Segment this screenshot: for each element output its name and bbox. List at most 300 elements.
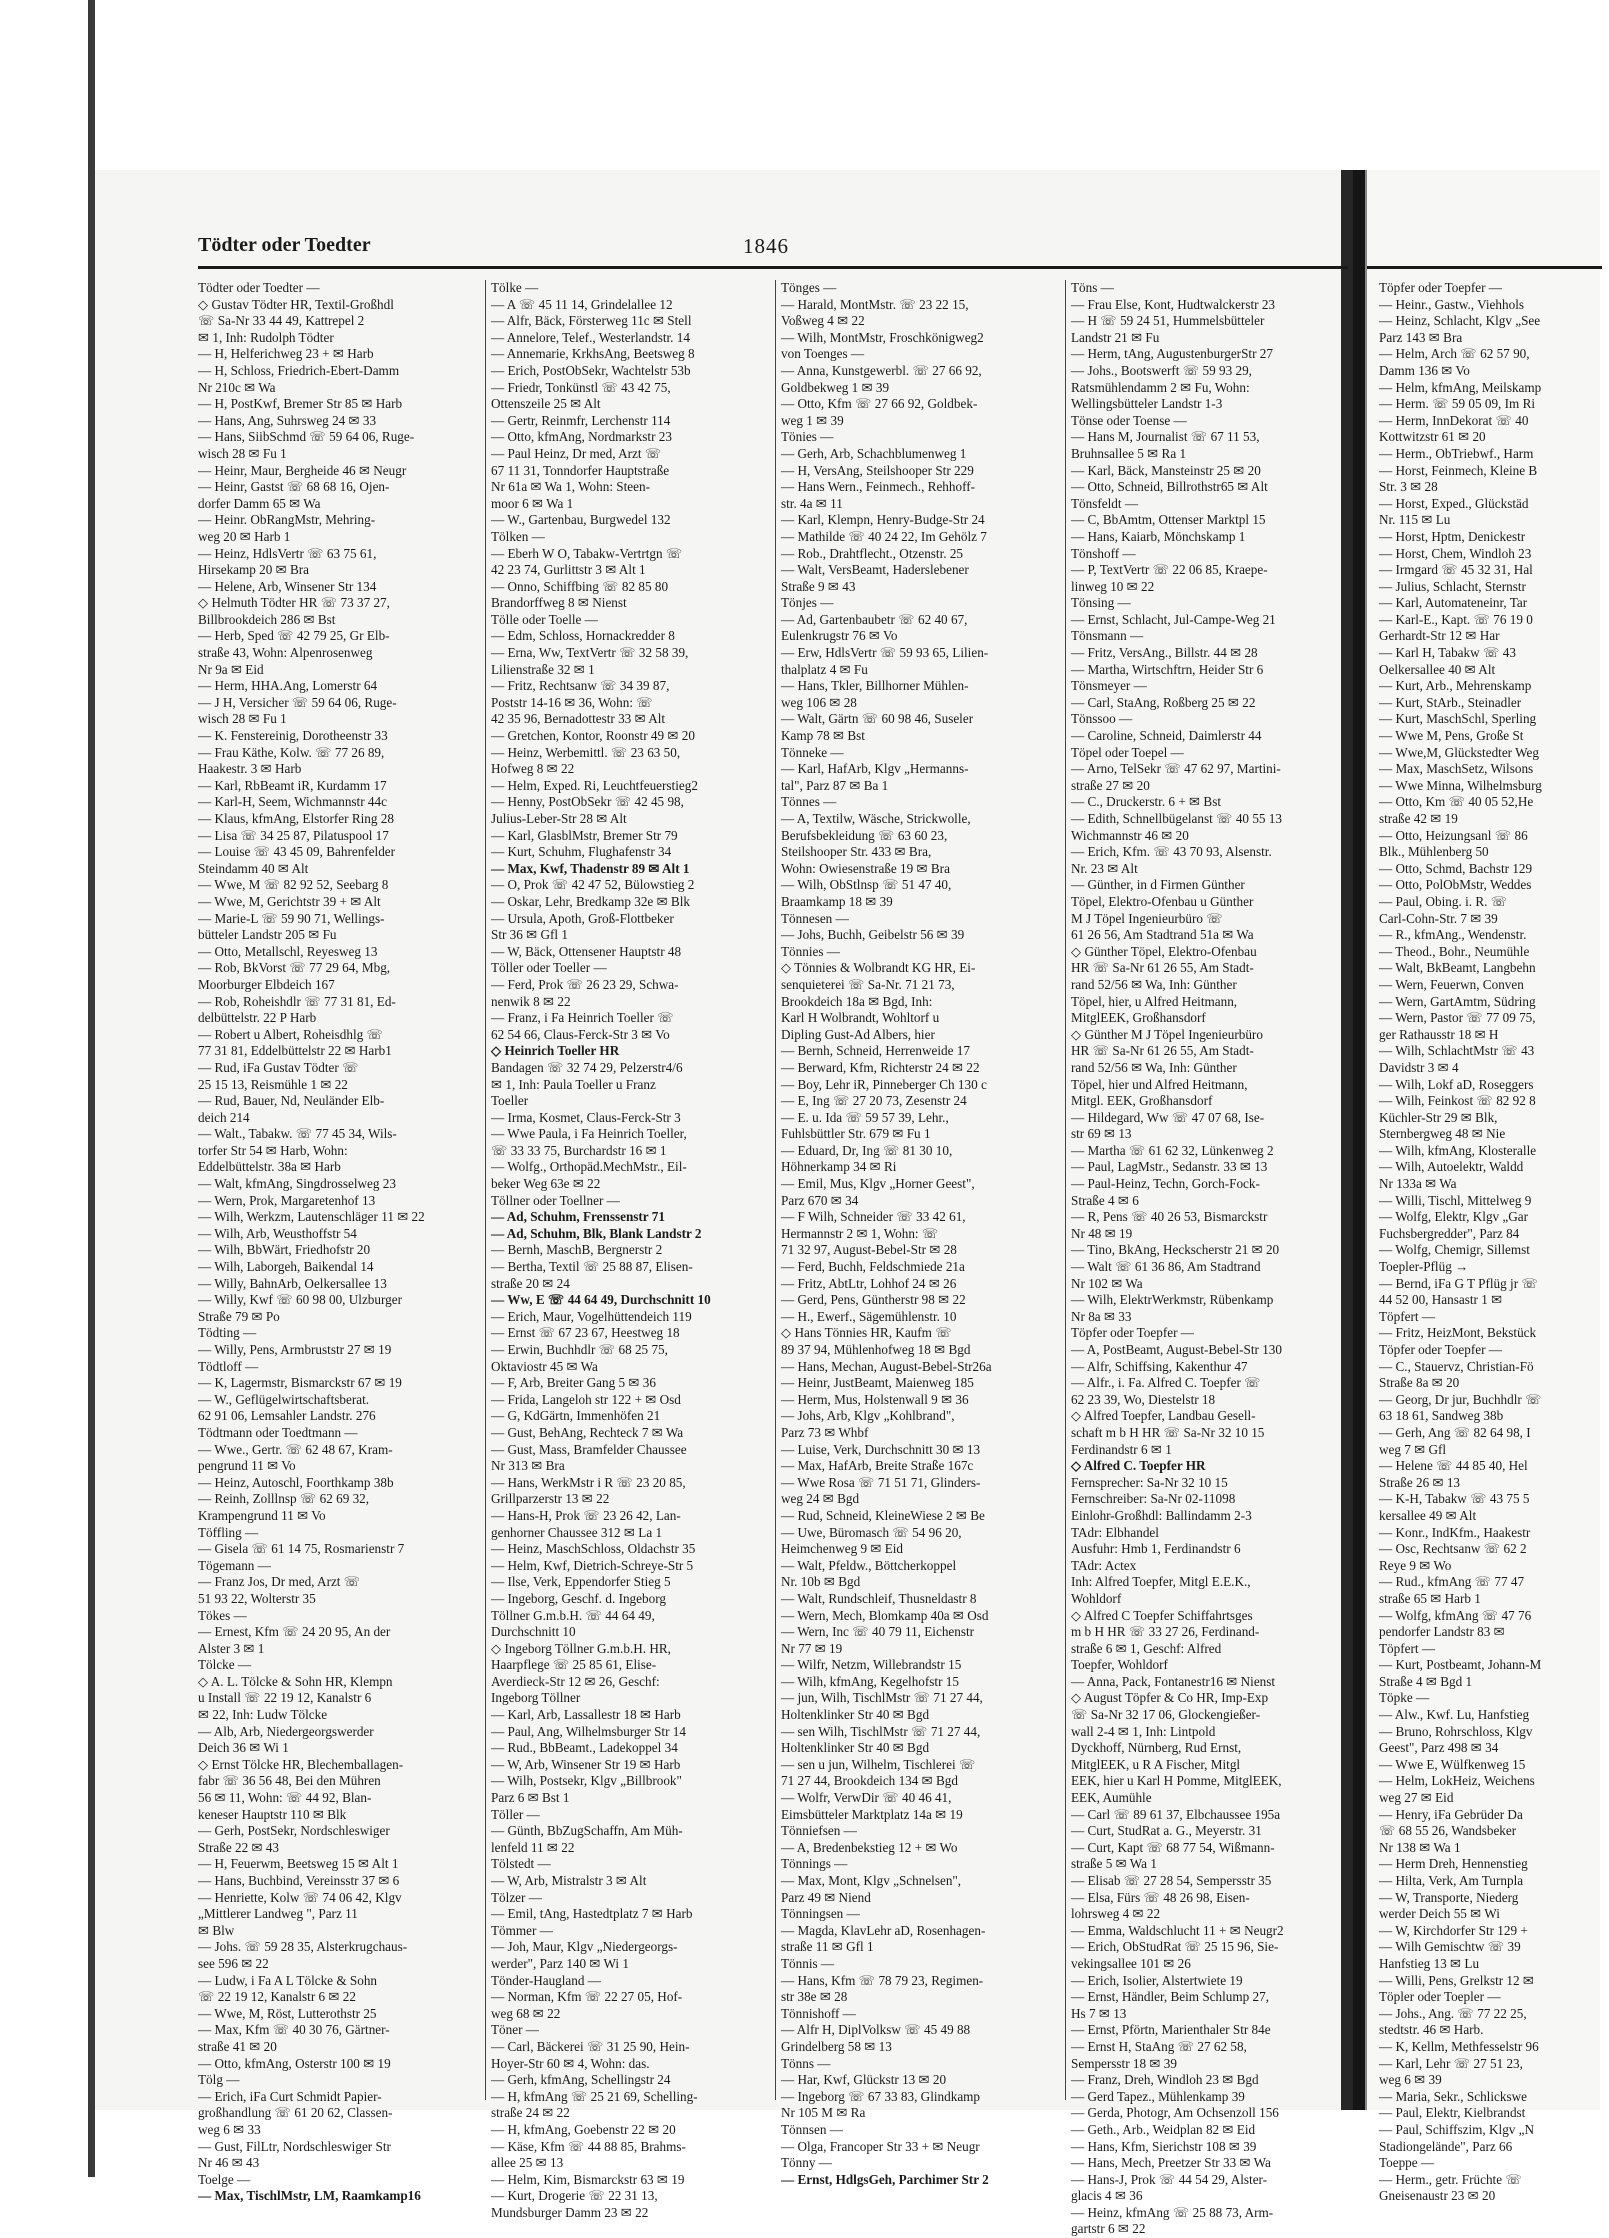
directory-entry-line: — Erwin, Buchhdlr ☏ 68 25 75,: [491, 1342, 668, 1357]
directory-entry-line: — Wilh, Werkzm, Lautenschläger 11 ✉ 22: [198, 1209, 425, 1225]
directory-entry-line: — Otto, kfmAng, Osterstr 100 ✉ 19: [198, 2055, 391, 2071]
directory-entry-line: — Walt, Gärtn ☏ 60 98 46, Suseler: [781, 711, 974, 727]
directory-entry-line: straße 6 ✉ 1, Geschf: Alfred: [1071, 1640, 1222, 1656]
directory-entry-line: Eddelbüttelstr. 38a ✉ Harb: [198, 1159, 341, 1175]
directory-entry-line: — Rud, Schneid, KleineWiese 2 ✉ Be: [781, 1507, 985, 1523]
adjacent-entry-line: — Wolfg, Elektr, Klgv „Gar: [1379, 1209, 1529, 1225]
directory-entry-line: — Hans M, Journalist ☏ 67 11 53,: [1071, 429, 1260, 445]
directory-entry-line: — F, Arb, Breiter Gang 5 ✉ 36: [491, 1375, 656, 1391]
directory-entry-line: — Johs, Arb, Klgv „Kohlbrand",: [781, 1408, 955, 1424]
adjacent-entry-line: — Herm Dreh, Hennenstieg: [1379, 1856, 1528, 1872]
directory-entry-line: — Wern, Inc ☏ 40 79 11, Eichenstr: [781, 1624, 975, 1640]
directory-entry-line: — Paul-Heinz, Techn, Gorch-Fock-: [1071, 1176, 1260, 1192]
directory-entry-line: EEK, Aumühle: [1071, 1790, 1152, 1806]
adjacent-entry-line: Töpfert —: [1379, 1640, 1436, 1656]
adjacent-entry-line: Nr 133a ✉ Wa: [1379, 1176, 1457, 1192]
adjacent-entry-line: — Willi, Pens, Grelkstr 12 ✉: [1379, 1972, 1534, 1988]
directory-entry-line: lenfeld 11 ✉ 22: [491, 1839, 575, 1855]
adjacent-entry-line: — Henry, iFa Gebrüder Da: [1379, 1806, 1523, 1822]
directory-entry-line: — Arno, TelSekr ☏ 47 62 97, Martini-: [1071, 761, 1281, 777]
directory-entry-line: Karl H Wolbrandt, Wohltorf u: [781, 1010, 940, 1026]
directory-entry-line: — Hans Wern., Feinmech., Rehhoff-: [781, 479, 976, 495]
directory-entry-line: Steilshooper Str. 433 ✉ Bra,: [781, 844, 932, 860]
directory-entry-line: ◇ Heinrich Toeller HR: [491, 1043, 620, 1059]
directory-entry-line: glacis 4 ✉ 36: [1071, 2188, 1143, 2204]
directory-entry-line: — F Wilh, Schneider ☏ 33 42 61,: [781, 1209, 966, 1225]
adjacent-entry-line: — Wolfg, Chemigr, Sillemst: [1379, 1242, 1530, 1258]
directory-entry-line: — Annelore, Telef., Westerlandstr. 14: [491, 329, 690, 345]
directory-entry-line: — Hans, WerkMstr i R ☏ 23 20 85,: [491, 1474, 686, 1490]
directory-entry-line: Töpel, hier, u Alfred Heitmann,: [1071, 993, 1238, 1009]
directory-entry-line: rand 52/56 ✉ Wa, Inh: Günther: [1071, 1059, 1237, 1075]
directory-entry-line: — Otto, Schneid, Billrothstr65 ✉ Alt: [1071, 479, 1268, 495]
directory-entry-line: — Emil, Mus, Klgv „Horner Geest",: [781, 1176, 975, 1192]
directory-entry-line: 25 15 13, Reismühle 1 ✉ 22: [198, 1076, 348, 1092]
directory-entry-line: Fernsprecher: Sa-Nr 32 10 15: [1071, 1474, 1228, 1490]
directory-entry-line: — Oskar, Lehr, Bredkamp 32e ✉ Blk: [491, 893, 690, 909]
directory-entry-line: gartstr 6 ✉ 22: [1071, 2221, 1146, 2237]
adjacent-entry-line: Küchler-Str 29 ✉ Blk,: [1379, 1109, 1498, 1125]
adjacent-entry-line: stedtstr. 46 ✉ Harb.: [1379, 2022, 1484, 2038]
directory-entry-line: — Heinz, MaschSchloss, Oldachstr 35: [491, 1541, 696, 1557]
directory-entry-line: — Hans-J, Prok ☏ 44 54 29, Alster-: [1071, 2171, 1268, 2187]
adjacent-entry-line: — R., kfmAng., Wendenstr.: [1379, 927, 1527, 943]
directory-entry-line: delbüttelstr. 22 P Harb: [198, 1010, 317, 1026]
directory-entry-line: Tödting —: [198, 1325, 257, 1341]
directory-entry-line: Nr 46 ✉ 43: [198, 2155, 260, 2171]
adjacent-entry-line: — Wwe M, Pens, Große St: [1379, 728, 1524, 744]
directory-entry-line: — C., Druckerstr. 6 + ✉ Bst: [1071, 794, 1221, 810]
directory-entry-line: — Frau Käthe, Kolw. ☏ 77 26 89,: [198, 744, 385, 760]
directory-entry-line: — Eberh W O, Tabakw-Vertrtgn ☏: [491, 545, 683, 561]
directory-entry-line: — H ☏ 59 24 51, Hummelsbütteler: [1071, 313, 1265, 329]
directory-entry-line: 67 11 31, Tonndorfer Hauptstraße: [491, 462, 670, 478]
directory-entry-line: — jun, Wilh, TischlMstr ☏ 71 27 44,: [781, 1690, 983, 1706]
directory-columns: [198, 280, 1348, 2237]
directory-entry-line: wisch 28 ✉ Fu 1: [198, 445, 287, 461]
directory-entry-line: 77 31 81, Eddelbüttelstr 22 ✉ Harb1: [198, 1043, 392, 1059]
directory-entry-line: — Hans-H, Prok ☏ 23 26 42, Lan-: [491, 1507, 681, 1523]
directory-entry-line: Tönssoo —: [1071, 711, 1133, 727]
directory-entry-line: — Helm, Kwf, Dietrich-Schreye-Str 5: [491, 1557, 694, 1573]
adjacent-entry-line: Nr. 115 ✉ Lu: [1379, 512, 1451, 528]
directory-entry-line: — Rob, BkVorst ☏ 77 29 64, Mbg,: [198, 960, 391, 976]
directory-entry-line: — Max, HafArb, Breite Straße 167c: [781, 1458, 974, 1474]
adjacent-entry-line: — Horst, Feinmech, Kleine B: [1379, 462, 1538, 478]
directory-entry-line: — Carl, StaAng, Roßberg 25 ✉ 22: [1071, 694, 1256, 710]
directory-entry-line: Tönder-Haugland —: [491, 1972, 601, 1988]
directory-entry-line: — Gerh, kfmAng, Schellingstr 24: [491, 2072, 671, 2088]
directory-entry-line: — Norman, Kfm ☏ 22 27 05, Hof-: [491, 1989, 683, 2005]
directory-entry-line: — Ernst, Händler, Beim Schlump 27,: [1071, 1989, 1269, 2005]
directory-entry-line: — Caroline, Schneid, Daimlerstr 44: [1071, 728, 1262, 744]
directory-entry-line: Toelge —: [198, 2171, 251, 2187]
adjacent-entry-line: — Horst, Hptm, Denickestr: [1379, 528, 1526, 544]
column-1: [198, 280, 484, 2204]
directory-entry-line: Oktaviostr 45 ✉ Wa: [491, 1358, 598, 1374]
adjacent-entry-line: — Herm., ObTriebwf., Harm: [1379, 445, 1534, 461]
adjacent-entry-line: Straße 4 ✉ Bgd 1: [1379, 1673, 1473, 1689]
directory-entry-line: Nr 9a ✉ Eid: [198, 661, 264, 677]
adjacent-entry-line: Töpfer oder Toepfer —: [1379, 1342, 1502, 1357]
directory-entry-line: 62 23 39, Wo, Diestelstr 18: [1071, 1391, 1216, 1407]
adjacent-entry-line: — Wern, GartAmtm, Südring: [1379, 993, 1536, 1009]
adjacent-entry-line: — Hilta, Verk, Am Turnpla: [1379, 1873, 1524, 1888]
directory-entry-line: ✉ 1, Inh: Rudolph Tödter: [198, 329, 334, 345]
directory-entry-line: — Fritz, VersAng., Billstr. 44 ✉ 28: [1071, 645, 1258, 661]
directory-entry-line: — Willy, BahnArb, Oelkersallee 13: [198, 1275, 387, 1291]
directory-entry-line: — Helene, Arb, Winsener Str 134: [198, 578, 377, 594]
adjacent-header-rule: [1367, 266, 1602, 269]
directory-entry-line: — A, Textilw, Wäsche, Strickwolle,: [781, 811, 971, 826]
directory-entry-line: ◇ A. L. Tölcke & Sohn HR, Klempn: [198, 1673, 393, 1689]
directory-entry-line: — Wilh, ElektrWerkmstr, Rübenkamp: [1071, 1292, 1274, 1308]
directory-entry-line: Nr 102 ✉ Wa: [1071, 1275, 1143, 1291]
column-4: [1065, 280, 1354, 2237]
directory-entry-line: — Olga, Francoper Str 33 + ✉ Neugr: [781, 2138, 980, 2154]
directory-page: [95, 170, 1353, 2237]
directory-entry-line: — Wwe Rosa ☏ 71 51 71, Glinders-: [781, 1474, 981, 1490]
directory-entry-line: Tönges —: [781, 280, 837, 295]
directory-entry-line: dorfer Damm 65 ✉ Wa: [198, 495, 321, 511]
directory-entry-line: — H, Schloss, Friedrich-Ebert-Damm: [198, 362, 400, 378]
adjacent-entry-line: Str. 3 ✉ 28: [1379, 479, 1438, 495]
book-gutter: [1353, 170, 1365, 2110]
adjacent-entry-line: ☏ 68 55 26, Wandsbeker: [1379, 1823, 1517, 1839]
adjacent-entry-line: weg 7 ✉ Gfl: [1379, 1441, 1447, 1457]
directory-entry-line: Wichmannstr 46 ✉ 20: [1071, 827, 1189, 843]
adjacent-entry-line: 63 18 61, Sandweg 38b: [1379, 1408, 1504, 1424]
directory-entry-line: Tönnes —: [781, 794, 837, 810]
directory-entry-line: Tönnings —: [781, 1856, 848, 1872]
directory-entry-line: — Martha ☏ 61 62 32, Lünkenweg 2: [1071, 1142, 1274, 1158]
directory-entry-line: — Edm, Schloss, Hornackredder 8: [491, 628, 675, 644]
adjacent-entry-line: Damm 136 ✉ Vo: [1379, 362, 1470, 378]
directory-entry-line: Tölken —: [491, 528, 545, 544]
directory-entry-line: — Wilh, ObStlnsp ☏ 51 47 40,: [781, 877, 952, 893]
directory-entry-line: Höhnerkamp 34 ✉ Ri: [781, 1159, 897, 1175]
header-rule: [198, 266, 1348, 269]
directory-entry-line: weg 1 ✉ 39: [781, 412, 844, 428]
directory-entry-line: — Ludw, i Fa A L Tölcke & Sohn: [198, 1972, 378, 1988]
directory-entry-line: Grindelberg 58 ✉ 13: [781, 2038, 892, 2054]
directory-entry-line: Töpel, hier und Alfred Heitmann,: [1071, 1076, 1248, 1092]
directory-entry-line: weg 68 ✉ 22: [491, 2005, 561, 2021]
directory-entry-line: — Martha, Wirtschftrn, Heider Str 6: [1071, 661, 1264, 677]
directory-entry-line: — Fritz, Rechtsanw ☏ 34 39 87,: [491, 678, 670, 694]
directory-entry-line: Töpel oder Toepel —: [1071, 744, 1184, 760]
directory-entry-line: ◇ Alfred C. Toepfer HR: [1071, 1458, 1206, 1474]
directory-entry-line: Nr 8a ✉ 33: [1071, 1308, 1132, 1324]
directory-entry-line: Straße 4 ✉ 6: [1071, 1192, 1139, 1208]
adjacent-entry-line: straße 65 ✉ Harb 1: [1379, 1590, 1481, 1606]
directory-entry-line: — Ferd, Buchh, Feldschmiede 21a: [781, 1259, 965, 1275]
directory-entry-line: pengrund 11 ✉ Vo: [198, 1458, 296, 1474]
adjacent-entry-line: — Walt, BkBeamt, Langbehn: [1379, 960, 1536, 976]
directory-entry-line: Dipling Gust-Ad Albers, hier: [781, 1026, 935, 1042]
adjacent-entry-line: weg 6 ✉ 39: [1379, 2072, 1442, 2088]
directory-entry-line: Fuhlsbüttler Str. 679 ✉ Fu 1: [781, 1126, 931, 1142]
directory-entry-line: Tönsmeyer —: [1071, 678, 1147, 694]
adjacent-entry-line: — Wern, Pastor ☏ 77 09 75,: [1379, 1010, 1536, 1026]
adjacent-entry-line: Kottwitzstr 61 ✉ 20: [1379, 429, 1486, 445]
directory-entry-line: ◇ Alfred C Toepfer Schiffahrtsges: [1071, 1607, 1253, 1623]
directory-entry-line: — Hans, Kaiarb, Mönchskamp 1: [1071, 528, 1246, 544]
adjacent-entry-line: Blk., Mühlenberg 50: [1379, 844, 1489, 860]
scan-border: [0, 0, 95, 2177]
directory-entry-line: Hs 7 ✉ 13: [1071, 2005, 1127, 2021]
directory-entry-line: — Friedr, Tonkünstl ☏ 43 42 75,: [491, 379, 671, 395]
adjacent-entry-line: Töpfert —: [1379, 1308, 1436, 1324]
directory-entry-line: ✉ Blw: [198, 1922, 235, 1938]
directory-entry-line: — Ww, E ☏ 44 64 49, Durchschnitt 10: [491, 1292, 711, 1308]
adjacent-entry-line: Hanfstieg 13 ✉ Lu: [1379, 1955, 1480, 1971]
directory-entry-line: Töns —: [1071, 280, 1114, 295]
directory-entry-line: Landstr 21 ✉ Fu: [1071, 329, 1160, 345]
directory-entry-line: — Alfr, Schiffsing, Kakenthur 47: [1071, 1358, 1248, 1374]
directory-entry-line: — Johs. ☏ 59 28 35, Alsterkrugchaus-: [198, 1939, 408, 1955]
adjacent-entry-line: Toeppe —: [1379, 2155, 1435, 2171]
directory-entry-line: — Paul, Ang, Wilhelmsburger Str 14: [491, 1723, 686, 1739]
directory-entry-line: straße 20 ✉ 24: [491, 1275, 570, 1291]
directory-entry-line: — Wilh, BbWärt, Friedhofstr 20: [198, 1242, 371, 1258]
directory-entry-line: Hofweg 8 ✉ 22: [491, 761, 575, 777]
directory-entry-line: 62 91 06, Lemsahler Landstr. 276: [198, 1408, 376, 1424]
directory-entry-line: — Karl, Bäck, Mansteinstr 25 ✉ 20: [1071, 462, 1261, 478]
adjacent-entry-line: Toepler-Pflüg →: [1379, 1259, 1469, 1275]
directory-entry-line: Toeller: [491, 1093, 529, 1109]
directory-entry-line: — Emil, tAng, Hastedtplatz 7 ✉ Harb: [491, 1906, 693, 1922]
directory-entry-line: — H, kfmAng, Goebenstr 22 ✉ 20: [491, 2121, 676, 2137]
adjacent-entry-line: — Helm, Arch ☏ 62 57 90,: [1379, 346, 1530, 362]
directory-entry-line: Fernschreiber: Sa-Nr 02-11098: [1071, 1491, 1236, 1507]
directory-entry-line: HR ☏ Sa-Nr 61 26 55, Am Stadt-: [1071, 1043, 1254, 1059]
directory-entry-line: — W., Geflügelwirtschaftsberat.: [198, 1391, 370, 1407]
directory-entry-line: — Lisa ☏ 34 25 87, Pilatuspool 17: [198, 827, 389, 843]
directory-entry-line: — Wwe Paula, i Fa Heinrich Toeller,: [491, 1126, 687, 1142]
directory-entry-line: — Franz Jos, Dr med, Arzt ☏: [198, 1574, 361, 1590]
column-2: [485, 280, 777, 2220]
directory-entry-line: — Erich, Isolier, Alstertwiete 19: [1071, 1972, 1243, 1988]
directory-entry-line: Ingeborg Töllner: [491, 1690, 581, 1706]
adjacent-entry-line: — Wilh Gemischtw ☏ 39: [1379, 1939, 1521, 1955]
directory-entry-line: ☏ 22 19 12, Kanalstr 6 ✉ 22: [198, 1989, 356, 2005]
directory-entry-line: — Hans, Ang, Suhrsweg 24 ✉ 33: [198, 412, 377, 428]
directory-entry-line: Billbrookdeich 286 ✉ Bst: [198, 611, 336, 627]
directory-entry-line: — Kurt, Drogerie ☏ 22 31 13,: [491, 2188, 658, 2204]
directory-entry-line: wall 2-4 ✉ 1, Inh: Lintpold: [1071, 1723, 1216, 1739]
directory-entry-line: Tönies —: [781, 429, 834, 445]
directory-entry-line: Tönshoff —: [1071, 545, 1136, 561]
directory-entry-line: — Franz, i Fa Heinrich Toeller ☏: [491, 1010, 674, 1026]
directory-entry-line: — Johs, Buchh, Geibelstr 56 ✉ 39: [781, 927, 965, 943]
directory-entry-line: — Herm, tAng, AugustenburgerStr 27: [1071, 346, 1273, 362]
directory-entry-line: — H, PostKwf, Bremer Str 85 ✉ Harb: [198, 396, 403, 412]
directory-entry-line: — Wern, Prok, Margaretenhof 13: [198, 1192, 376, 1208]
directory-entry-line: — Alfr H, DiplVolksw ☏ 45 49 88: [781, 2022, 971, 2038]
directory-entry-line: — Erich, ObStudRat ☏ 25 15 96, Sie-: [1071, 1939, 1279, 1955]
adjacent-entry-line: Gneisenaustr 23 ✉ 20: [1379, 2188, 1496, 2204]
directory-entry-line: — Wwe, M, Röst, Lutterothstr 25: [198, 2005, 377, 2021]
adjacent-entry-line: — Karl H, Tabakw ☏ 43: [1379, 645, 1516, 661]
directory-entry-line: — Alb, Arb, Niedergeorgswerder: [198, 1723, 374, 1739]
directory-entry-line: Tönnesen —: [781, 910, 849, 926]
directory-entry-line: lohrsweg 4 ✉ 22: [1071, 1906, 1161, 1922]
directory-entry-line: Hirsekamp 20 ✉ Bra: [198, 562, 310, 578]
page-number: 1846: [743, 234, 789, 258]
directory-entry-line: — Paul Heinz, Dr med, Arzt ☏: [491, 445, 662, 461]
directory-entry-line: genhorner Chaussee 312 ✉ La 1: [491, 1524, 663, 1540]
adjacent-entry-line: werder Deich 55 ✉ Wi: [1379, 1906, 1500, 1922]
directory-entry-line: — Heinz, Werbemittl. ☏ 23 63 50,: [491, 744, 681, 760]
directory-entry-line: Julius-Leber-Str 28 ✉ Alt: [491, 811, 627, 826]
directory-entry-line: Krampengrund 11 ✉ Vo: [198, 1507, 326, 1523]
directory-entry-line: Straße 22 ✉ 43: [198, 1839, 280, 1855]
directory-entry-line: Voßweg 4 ✉ 22: [781, 313, 865, 329]
directory-entry-line: MitglEEK, u R A Fischer, Mitgl: [1071, 1756, 1241, 1772]
directory-entry-line: vekingsallee 101 ✉ 26: [1071, 1955, 1191, 1971]
directory-entry-line: straße 5 ✉ Wa 1: [1071, 1856, 1157, 1872]
adjacent-entry-line: — K, Kellm, Methfesselstr 96: [1379, 2038, 1539, 2054]
directory-entry-line: str 38e ✉ 28: [781, 1989, 848, 2005]
adjacent-entry-line: — Horst, Chem, Windloh 23: [1379, 545, 1532, 561]
directory-entry-line: Tönningsen —: [781, 1906, 860, 1922]
directory-entry-line: Averdieck-Str 12 ✉ 26, Geschf:: [491, 1673, 660, 1689]
directory-entry-line: — Walt, Pfeldw., Böttcherkoppel: [781, 1557, 957, 1573]
directory-entry-line: — Walt, Rundschleif, Thusneldastr 8: [781, 1590, 977, 1606]
directory-entry-line: — Hans, Tkler, Billhorner Mühlen-: [781, 678, 969, 694]
directory-entry-line: Alster 3 ✉ 1: [198, 1640, 265, 1656]
directory-entry-line: — Irma, Kosmet, Claus-Ferck-Str 3: [491, 1109, 681, 1125]
directory-entry-line: TAdr: Elbhandel: [1071, 1524, 1159, 1540]
adjacent-entry-line: pendorfer Landstr 83 ✉: [1379, 1624, 1505, 1640]
directory-entry-line: — A, PostBeamt, August-Bebel-Str 130: [1071, 1342, 1282, 1357]
directory-entry-line: Ausfuhr: Hmb 1, Ferdinandstr 6: [1071, 1541, 1241, 1557]
directory-entry-line: — Gerh, Arb, Schachblumenweg 1: [781, 445, 967, 461]
directory-entry-line: — Onno, Schiffbing ☏ 82 85 80: [491, 578, 669, 594]
directory-entry-line: — Herm, HHA.Ang, Lomerstr 64: [198, 678, 378, 694]
directory-entry-line: straße 24 ✉ 22: [491, 2105, 570, 2121]
directory-entry-line: M J Töpel Ingenieurbüro ☏: [1071, 910, 1223, 926]
directory-entry-line: thalplatz 4 ✉ Fu: [781, 661, 868, 677]
directory-entry-line: Brookdeich 18a ✉ Bgd, Inh:: [781, 993, 933, 1009]
directory-entry-line: Kamp 78 ✉ Bst: [781, 728, 865, 744]
directory-entry-line: — Hildegard, Ww ☏ 47 07 68, Ise-: [1071, 1109, 1265, 1125]
directory-entry-line: — J H, Versicher ☏ 59 64 06, Ruge-: [198, 694, 397, 710]
directory-entry-line: Töllner G.m.b.H. ☏ 44 64 49,: [491, 1607, 655, 1623]
directory-entry-line: Durchschnitt 10: [491, 1624, 576, 1640]
adjacent-entry-line: — Helm, kfmAng, Meilskamp: [1379, 379, 1542, 395]
directory-entry-line: Sempersstr 18 ✉ 39: [1071, 2055, 1177, 2071]
adjacent-entry-line: Nr 138 ✉ Wa 1: [1379, 1839, 1461, 1855]
directory-entry-line: — Ad, Schuhm, Blk, Blank Landstr 2: [491, 1225, 702, 1241]
directory-entry-line: Tögemann —: [198, 1557, 271, 1573]
directory-entry-line: von Toenges —: [781, 346, 865, 362]
directory-entry-line: — Willy, Kwf ☏ 60 98 00, Ulzburger: [198, 1292, 402, 1308]
directory-entry-line: — Anna, Kunstgewerbl. ☏ 27 66 92,: [781, 362, 982, 378]
directory-entry-line: — Heinr. ObRangMstr, Mehring-: [198, 512, 376, 528]
directory-entry-line: Bandagen ☏ 32 74 29, Pelzerstr4/6: [491, 1059, 683, 1075]
directory-entry-line: — Franz, Dreh, Windloh 23 ✉ Bgd: [1071, 2072, 1259, 2088]
adjacent-entry-line: — Wolfg, kfmAng ☏ 47 76: [1379, 1607, 1532, 1623]
directory-entry-line: — Erna, Ww, TextVertr ☏ 32 58 39,: [491, 645, 689, 661]
adjacent-entry-line: — Wilh, Autoelektr, Waldd: [1379, 1159, 1524, 1175]
directory-entry-line: 61 26 56, Am Stadtrand 51a ✉ Wa: [1071, 927, 1254, 943]
directory-entry-line: — A ☏ 45 11 14, Grindelallee 12: [491, 296, 673, 312]
directory-entry-line: Tönnsen —: [781, 2121, 843, 2137]
directory-entry-line: 51 93 22, Wolterstr 35: [198, 1590, 316, 1606]
directory-entry-line: wisch 28 ✉ Fu 1: [198, 711, 287, 727]
directory-entry-line: — Willy, Pens, Armbruststr 27 ✉ 19: [198, 1342, 392, 1357]
directory-entry-line: — Rud., BbBeamt., Ladekoppel 34: [491, 1740, 678, 1756]
directory-entry-line: — Elsa, Fürs ☏ 48 26 98, Eisen-: [1071, 1889, 1250, 1905]
directory-entry-line: — Robert u Albert, Roheisdhlg ☏: [198, 1026, 383, 1042]
directory-entry-line: — K. Fenstereinig, Dorotheenstr 33: [198, 728, 388, 744]
adjacent-entry-line: straße 42 ✉ 19: [1379, 811, 1458, 826]
adjacent-entry-line: — Herm., getr. Früchte ☏: [1379, 2171, 1522, 2187]
directory-entry-line: Holtenklinker Str 40 ✉ Bgd: [781, 1707, 930, 1723]
directory-entry-line: Tönsmann —: [1071, 628, 1144, 644]
directory-entry-line: moor 6 ✉ Wa 1: [491, 495, 574, 511]
directory-entry-line: Nr 61a ✉ Wa 1, Wohn: Steen-: [491, 479, 650, 495]
directory-entry-line: — O, Prok ☏ 42 47 52, Bülowstieg 2: [491, 877, 695, 893]
directory-entry-line: — Johs., Bootswerft ☏ 59 93 29,: [1071, 362, 1252, 378]
directory-entry-line: großhandlung ☏ 61 20 62, Classen-: [198, 2105, 393, 2121]
directory-entry-line: — Erich, Maur, Vogelhüttendeich 119: [491, 1308, 692, 1324]
directory-entry-line: Tönnis —: [781, 1955, 835, 1971]
directory-entry-line: Bruhnsallee 5 ✉ Ra 1: [1071, 445, 1187, 461]
directory-entry-line: Mundsburger Damm 23 ✉ 22: [491, 2204, 649, 2220]
directory-entry-line: Berufsbekleidung ☏ 63 60 23,: [781, 827, 948, 843]
directory-entry-line: ◇ Ingeborg Töllner G.m.b.H. HR,: [491, 1640, 671, 1656]
directory-entry-line: Töller —: [491, 1806, 540, 1822]
directory-entry-line: — Heinr, Gastst ☏ 68 68 16, Ojen-: [198, 479, 390, 495]
directory-entry-line: Goldbekweg 1 ✉ 39: [781, 379, 890, 395]
directory-entry-line: bütteler Landstr 205 ✉ Fu: [198, 927, 337, 943]
directory-entry-line: 56 ✉ 11, Wohn: ☏ 44 92, Blan-: [198, 1790, 372, 1806]
directory-entry-line: — Otto, Kfm ☏ 27 66 92, Goldbek-: [781, 396, 978, 412]
adjacent-entry-line: — C., Stauervz, Christian-Fö: [1379, 1358, 1534, 1374]
directory-entry-line: Haarpflege ☏ 25 85 61, Elise-: [491, 1657, 657, 1673]
directory-entry-line: — Wwe, M, Gerichtstr 39 + ✉ Alt: [198, 893, 381, 909]
directory-entry-line: — P, TextVertr ☏ 22 06 85, Kraepe-: [1071, 562, 1268, 578]
directory-entry-line: Eulenkrugstr 76 ✉ Vo: [781, 628, 898, 644]
directory-entry-line: straße 11 ✉ Gfl 1: [781, 1939, 874, 1955]
directory-entry-line: Tödter oder Toedter —: [198, 280, 320, 295]
directory-entry-line: — Hans, Mech, Preetzer Str 33 ✉ Wa: [1071, 2155, 1271, 2171]
directory-entry-line: nenwik 8 ✉ 22: [491, 993, 571, 1009]
directory-entry-line: — Wilh, MontMstr, Froschkönigweg2: [781, 329, 984, 345]
directory-entry-line: Tönns —: [781, 2055, 831, 2071]
adjacent-entry-line: — Fritz, HeizMont, Bekstück: [1379, 1325, 1537, 1341]
directory-entry-line: — W, Arb, Winsener Str 19 ✉ Harb: [491, 1756, 681, 1772]
directory-entry-line: Töpel, Elektro-Ofenbau u Günther: [1071, 893, 1254, 909]
directory-entry-line: beker Weg 63e ✉ 22: [491, 1176, 601, 1192]
directory-entry-line: senquieterei ☏ Sa-Nr. 71 21 73,: [781, 976, 955, 992]
directory-entry-line: Töpfer oder Toepfer —: [1071, 1325, 1194, 1341]
directory-entry-line: weg 106 ✉ 28: [781, 694, 857, 710]
adjacent-page: [1365, 170, 1600, 2204]
directory-entry-line: torfer Str 54 ✉ Harb, Wohn:: [198, 1142, 348, 1158]
directory-entry-line: ◇ Günther Töpel, Elektro-Ofenbau: [1071, 943, 1257, 959]
directory-entry-line: fabr ☏ 36 56 48, Bei den Mühren: [198, 1773, 381, 1789]
adjacent-entry-line: — Wwe E, Wülfkenweg 15: [1379, 1756, 1526, 1772]
directory-entry-line: straße 43, Wohn: Alpenrosenweg: [198, 645, 373, 661]
adjacent-entry-line: — W, Transporte, Niederg: [1379, 1889, 1519, 1905]
adjacent-entry-line: — Osc, Rechtsanw ☏ 62 2: [1379, 1541, 1527, 1557]
directory-entry-line: str. 4a ✉ 11: [781, 495, 843, 511]
directory-entry-line: — Günth, BbZugSchaffn, Am Müh-: [491, 1823, 683, 1839]
